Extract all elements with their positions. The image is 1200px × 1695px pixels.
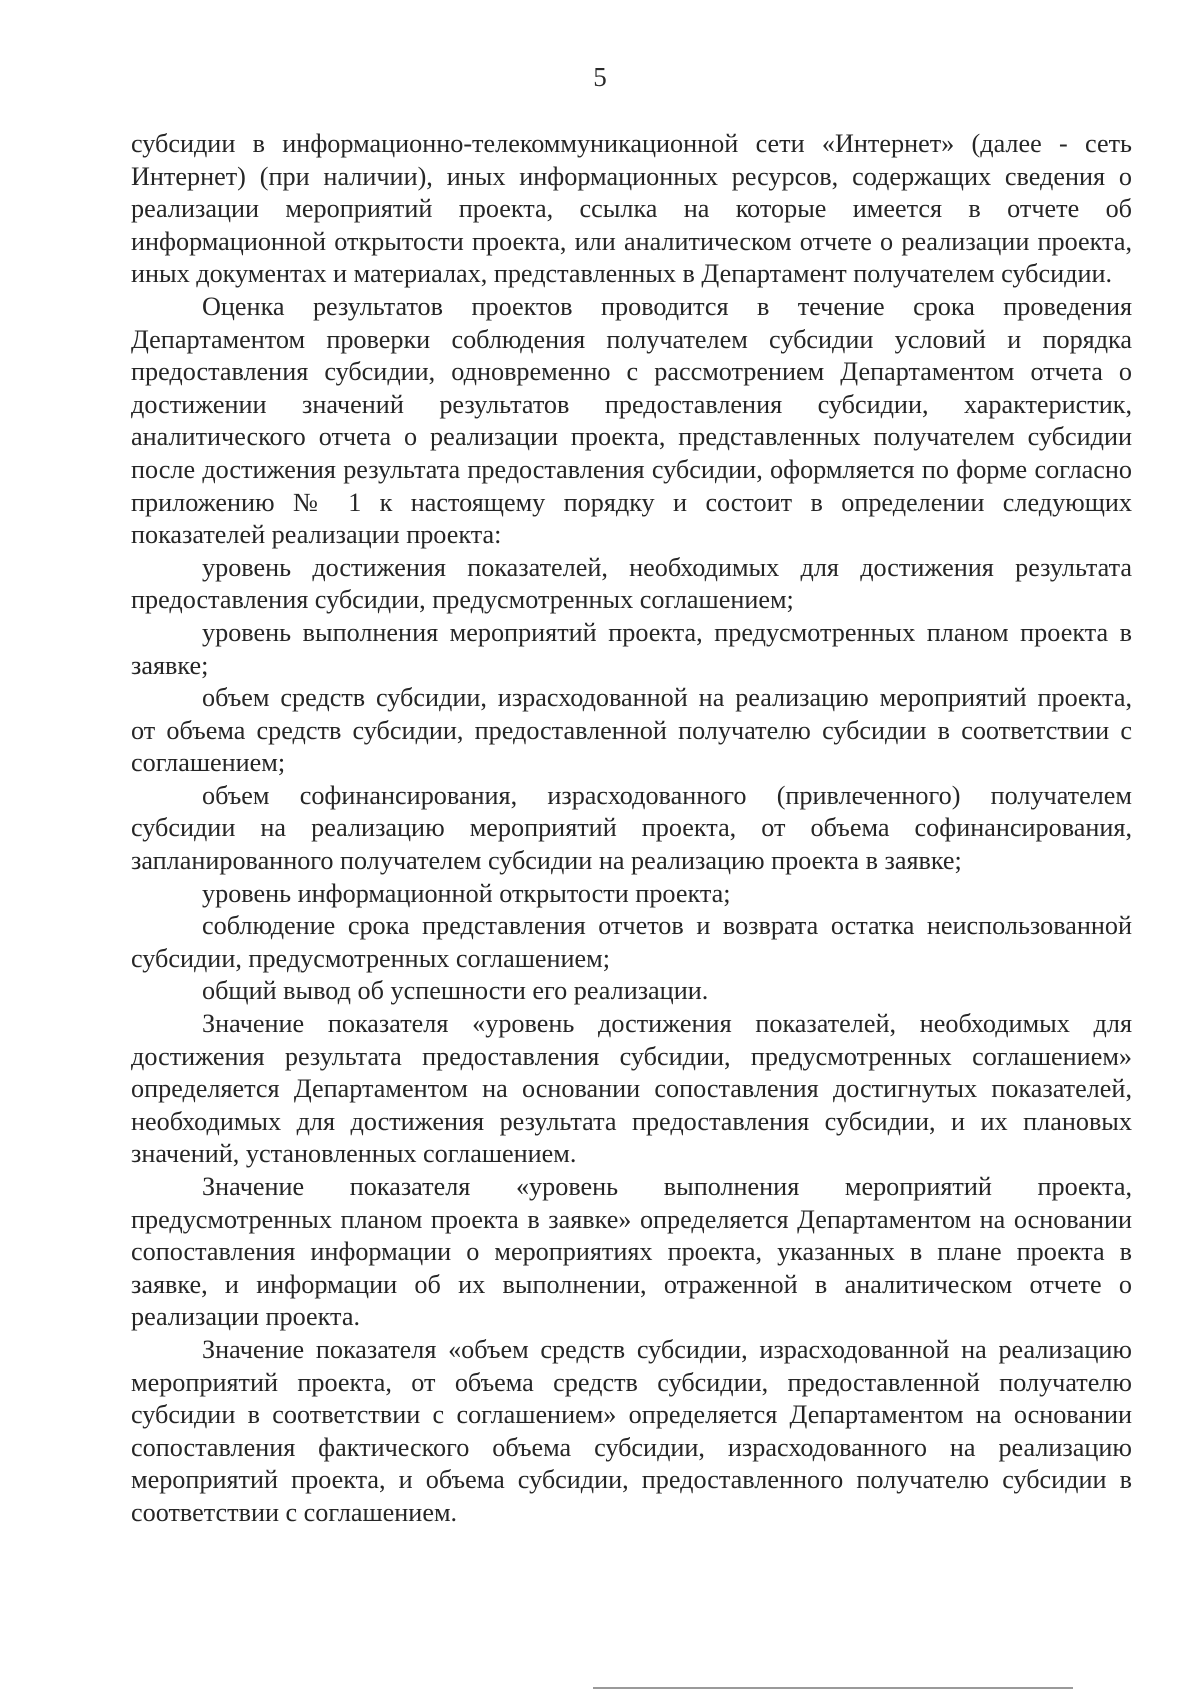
paragraph-value-activities-level: Значение показателя «уровень выполнения мероприятий проекта, предусмотренных планом проекта в заявке» определяется Департаментом на основании сопоставления информации о мероприятиях проекта, указанных в плане проекта в заявке, и информации об их выполнении, отраженной в аналитическом отчете о реализации проекта. xyxy=(131,1172,1132,1332)
footer-divider xyxy=(593,1687,1073,1689)
page-number: 5 xyxy=(593,62,607,92)
paragraph-indicator-cofinancing-volume: объем софинансирования, израсходованного (привлеченного) получателем субсидии на реализацию мероприятий проекта, от объема софинансирования, запланированного получателем субсидии на реализацию проекта в заявке; xyxy=(131,780,1132,876)
paragraph-value-subsidy-volume: Значение показателя «объем средств субсидии, израсходованной на реализацию мероприятий проекта, от объема средств субсидии, предоставленной получателю субсидии в соответствии с соглашением» определяется Департаментом на основании сопоставления фактического объема субсидии, израсходованного на реализацию мероприятий проекта, и объема субсидии, предоставленного получателю субсидии в соответствии с соглашением. xyxy=(131,1334,1132,1527)
paragraph-indicator-openness: уровень информационной открытости проекта; xyxy=(202,878,731,908)
paragraph-indicator-conclusion: общий вывод об успешности его реализации. xyxy=(202,976,709,1006)
paragraph-continued: субсидии в информационно-телекоммуникационной сети «Интернет» (далее - сеть Интернет) (при наличии), иных информационных ресурсов, содержащих сведения о реализации мероприятий проекта, ссылка на которые имеется в отчете об информационной открытости проекта, или аналитическом отчете о реализации проекта, иных документах и материалах, представленных в Департамент получателем субсидии. xyxy=(131,129,1132,289)
paragraph-indicator-achievement-level: уровень достижения показателей, необходимых для достижения результата предоставления субсидии, предусмотренных соглашением; xyxy=(131,552,1132,615)
paragraph-indicator-activities-level: уровень выполнения мероприятий проекта, предусмотренных планом проекта в заявке; xyxy=(131,617,1132,680)
paragraph-indicator-deadlines: соблюдение срока представления отчетов и возврата остатка неиспользованной субсидии, предусмотренных соглашением; xyxy=(131,911,1132,973)
paragraph-value-achievement-level: Значение показателя «уровень достижения показателей, необходимых для достижения результата предоставления субсидии, предусмотренных соглашением» определяется Департаментом на основании сопоставления достигнутых показателей, необходимых для достижения результата предоставления субсидии, и их плановых значений, установленных соглашением. xyxy=(131,1009,1132,1169)
document-body xyxy=(131,128,1132,1530)
paragraph-project-evaluation: Оценка результатов проектов проводится в течение срока проведения Департаментом проверки соблюдения получателем субсидии условий и порядка предоставления субсидии, одновременно с рассмотрением Департаментом отчета о достижении значений результатов предоставления субсидии, характеристик, аналитического отчета о реализации проекта, представленных получателем субсидии после достижения результата предоставления субсидии, оформляется по форме согласно приложению № 1 к настоящему порядку и состоит в определении следующих показателей реализации проекта: xyxy=(131,291,1132,550)
paragraph-indicator-subsidy-volume: объем средств субсидии, израсходованной на реализацию мероприятий проекта, от объема средств субсидии, предоставленной получателю субсидии в соответствии с соглашением; xyxy=(131,683,1132,778)
